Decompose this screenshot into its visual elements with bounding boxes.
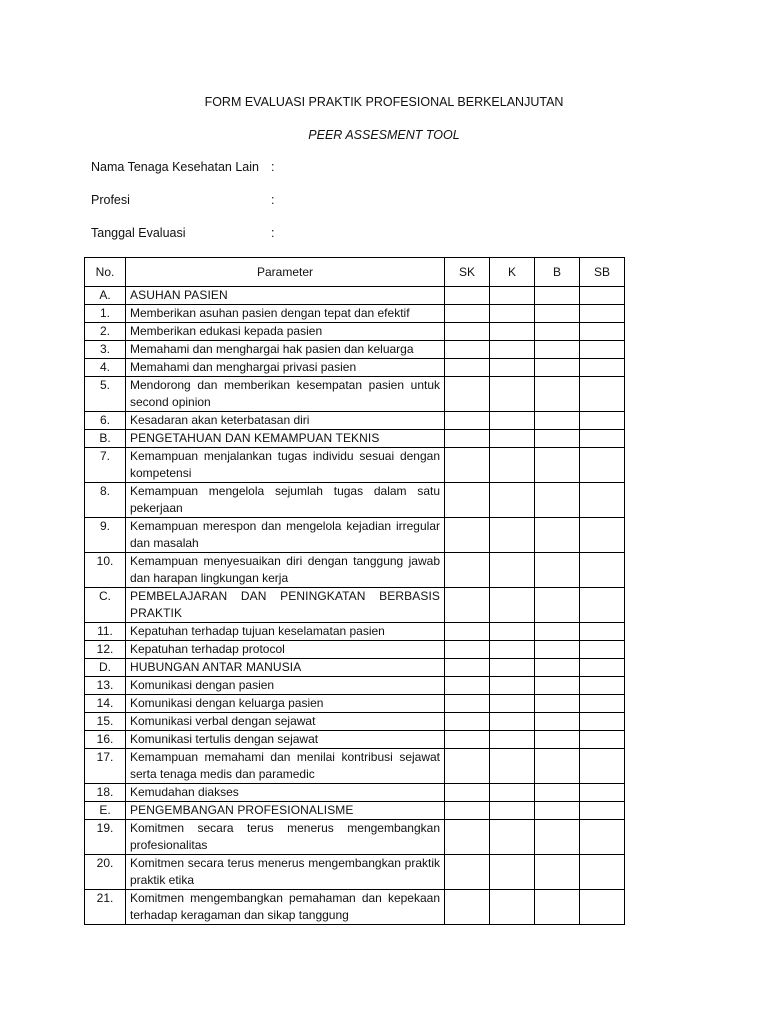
row-number: E. [85, 802, 126, 820]
row-number: 15. [85, 713, 126, 731]
score-cell-k[interactable] [490, 323, 535, 341]
score-cell-b[interactable] [535, 341, 580, 359]
section-row [85, 430, 625, 448]
section-title: PEMBELAJARAN DAN PENINGKATAN BERBASIS PRAKTIK [126, 588, 445, 623]
score-cell-sk[interactable] [445, 341, 490, 359]
score-cell-sb[interactable] [580, 890, 625, 925]
score-cell-sk[interactable] [445, 448, 490, 483]
score-cell-sb[interactable] [580, 784, 625, 802]
score-cell-k [490, 588, 535, 623]
score-cell-k[interactable] [490, 359, 535, 377]
score-cell-sb[interactable] [580, 695, 625, 713]
score-cell-k[interactable] [490, 820, 535, 855]
field-colon: : [271, 160, 275, 174]
table-row [85, 641, 625, 659]
parameter-cell: Kemudahan diakses [126, 784, 445, 802]
score-cell-b [535, 802, 580, 820]
score-cell-k [490, 287, 535, 305]
row-number: 1. [85, 305, 126, 323]
score-cell-k [490, 430, 535, 448]
score-cell-sk[interactable] [445, 731, 490, 749]
parameter-cell: Kepatuhan terhadap protocol [126, 641, 445, 659]
score-cell-sk [445, 802, 490, 820]
table-row [85, 820, 625, 855]
score-cell-b[interactable] [535, 483, 580, 518]
score-cell-k[interactable] [490, 677, 535, 695]
row-number: 21. [85, 890, 126, 925]
score-cell-k[interactable] [490, 341, 535, 359]
table-row [85, 305, 625, 323]
score-cell-b[interactable] [535, 641, 580, 659]
row-number: B. [85, 430, 126, 448]
row-number: 7. [85, 448, 126, 483]
table-row [85, 377, 625, 412]
score-cell-sk[interactable] [445, 713, 490, 731]
score-cell-b[interactable] [535, 305, 580, 323]
score-cell-sb [580, 802, 625, 820]
parameter-cell: Kemampuan merespon dan mengelola kejadian irregular dan masalah [126, 518, 445, 553]
table-row [85, 341, 625, 359]
table-row [85, 448, 625, 483]
row-number: 9. [85, 518, 126, 553]
score-cell-sb[interactable] [580, 359, 625, 377]
score-cell-sk[interactable] [445, 359, 490, 377]
row-number: 12. [85, 641, 126, 659]
score-cell-k[interactable] [490, 518, 535, 553]
table-row [85, 695, 625, 713]
score-cell-sb[interactable] [580, 731, 625, 749]
parameter-cell: Mendorong dan memberikan kesempatan pasien untuk second opinion [126, 377, 445, 412]
field-label: Nama Tenaga Kesehatan Lain [91, 160, 259, 174]
score-cell-b[interactable] [535, 713, 580, 731]
parameter-cell: Komunikasi tertulis dengan sejawat [126, 731, 445, 749]
score-cell-sk[interactable] [445, 890, 490, 925]
score-cell-sk[interactable] [445, 323, 490, 341]
score-cell-b[interactable] [535, 323, 580, 341]
parameter-cell: Komitmen secara terus menerus mengembangkan profesionalitas [126, 820, 445, 855]
score-cell-sb[interactable] [580, 641, 625, 659]
score-cell-sk [445, 588, 490, 623]
table-row [85, 890, 625, 925]
table-row [85, 749, 625, 784]
parameter-cell: Memberikan asuhan pasien dengan tepat dan efektif [126, 305, 445, 323]
field-profesi [91, 193, 281, 207]
score-cell-sb[interactable] [580, 855, 625, 890]
form-subtitle: PEER ASSESMENT TOOL [308, 128, 460, 142]
score-cell-b[interactable] [535, 412, 580, 430]
table-row [85, 518, 625, 553]
row-number: 17. [85, 749, 126, 784]
score-cell-b[interactable] [535, 695, 580, 713]
score-cell-b [535, 287, 580, 305]
row-number: 4. [85, 359, 126, 377]
table-row [85, 553, 625, 588]
score-cell-k[interactable] [490, 641, 535, 659]
score-cell-b[interactable] [535, 553, 580, 588]
score-cell-sk [445, 430, 490, 448]
table-row [85, 623, 625, 641]
row-number: 14. [85, 695, 126, 713]
table-body [85, 287, 625, 925]
parameter-cell: Kemampuan menyesuaikan diri dengan tanggung jawab dan harapan lingkungan kerja [126, 553, 445, 588]
score-cell-b[interactable] [535, 784, 580, 802]
table-row [85, 784, 625, 802]
score-cell-sb[interactable] [580, 377, 625, 412]
score-cell-b [535, 430, 580, 448]
header-parameter: Parameter [126, 258, 445, 287]
score-cell-k[interactable] [490, 623, 535, 641]
score-cell-sb[interactable] [580, 518, 625, 553]
header-k: K [490, 258, 535, 287]
score-cell-sk [445, 287, 490, 305]
table-row [85, 677, 625, 695]
row-number: 11. [85, 623, 126, 641]
field-colon: : [271, 226, 275, 240]
score-cell-k[interactable] [490, 855, 535, 890]
section-title: PENGEMBANGAN PROFESIONALISME [126, 802, 445, 820]
score-cell-sk [445, 659, 490, 677]
field-label: Tanggal Evaluasi [91, 226, 186, 240]
row-number: 3. [85, 341, 126, 359]
score-cell-sk[interactable] [445, 553, 490, 588]
header-sb: SB [580, 258, 625, 287]
score-cell-k[interactable] [490, 305, 535, 323]
score-cell-b[interactable] [535, 623, 580, 641]
row-number: 19. [85, 820, 126, 855]
section-row [85, 287, 625, 305]
row-number: 5. [85, 377, 126, 412]
score-cell-sb [580, 588, 625, 623]
table-row [85, 731, 625, 749]
score-cell-k[interactable] [490, 890, 535, 925]
score-cell-b[interactable] [535, 359, 580, 377]
score-cell-sk[interactable] [445, 820, 490, 855]
table-row [85, 855, 625, 890]
score-cell-k[interactable] [490, 695, 535, 713]
evaluation-table [84, 257, 625, 925]
parameter-cell: Memberikan edukasi kepada pasien [126, 323, 445, 341]
parameter-cell: Memahami dan menghargai privasi pasien [126, 359, 445, 377]
section-row [85, 802, 625, 820]
score-cell-k[interactable] [490, 713, 535, 731]
parameter-cell: Komitmen mengembangkan pemahaman dan kepekaan terhadap keragaman dan sikap tanggung [126, 890, 445, 925]
score-cell-sk[interactable] [445, 749, 490, 784]
field-colon: : [271, 193, 275, 207]
field-tanggal [91, 226, 281, 240]
section-row [85, 659, 625, 677]
table-row [85, 713, 625, 731]
table-row [85, 412, 625, 430]
header-no: No. [85, 258, 126, 287]
row-number: 2. [85, 323, 126, 341]
score-cell-b[interactable] [535, 855, 580, 890]
score-cell-sk[interactable] [445, 623, 490, 641]
score-cell-b[interactable] [535, 677, 580, 695]
score-cell-sb[interactable] [580, 623, 625, 641]
section-title: PENGETAHUAN DAN KEMAMPUAN TEKNIS [126, 430, 445, 448]
score-cell-sb[interactable] [580, 323, 625, 341]
score-cell-sb[interactable] [580, 412, 625, 430]
score-cell-sk[interactable] [445, 518, 490, 553]
parameter-cell: Kemampuan menjalankan tugas individu sesuai dengan kompetensi [126, 448, 445, 483]
row-number: 8. [85, 483, 126, 518]
row-number: 18. [85, 784, 126, 802]
section-row [85, 588, 625, 623]
section-title: HUBUNGAN ANTAR MANUSIA [126, 659, 445, 677]
parameter-cell: Komunikasi dengan pasien [126, 677, 445, 695]
row-number: C. [85, 588, 126, 623]
score-cell-k[interactable] [490, 784, 535, 802]
header-b: B [535, 258, 580, 287]
score-cell-sb[interactable] [580, 677, 625, 695]
row-number: D. [85, 659, 126, 677]
score-cell-k[interactable] [490, 412, 535, 430]
score-cell-sb[interactable] [580, 749, 625, 784]
score-cell-k[interactable] [490, 448, 535, 483]
score-cell-sk[interactable] [445, 677, 490, 695]
score-cell-k [490, 802, 535, 820]
field-label: Profesi [91, 193, 130, 207]
score-cell-sb [580, 287, 625, 305]
score-cell-b[interactable] [535, 731, 580, 749]
field-nama [91, 160, 281, 174]
parameter-cell: Kemampuan memahami dan menilai kontribusi sejawat serta tenaga medis dan paramedic [126, 749, 445, 784]
score-cell-b[interactable] [535, 377, 580, 412]
parameter-cell: Komunikasi dengan keluarga pasien [126, 695, 445, 713]
score-cell-sk[interactable] [445, 855, 490, 890]
score-cell-b[interactable] [535, 518, 580, 553]
table-row [85, 483, 625, 518]
form-title: FORM EVALUASI PRAKTIK PROFESIONAL BERKELANJUTAN [204, 95, 564, 109]
score-cell-sk[interactable] [445, 483, 490, 518]
table-header-row [85, 258, 625, 287]
score-cell-b [535, 588, 580, 623]
table-row [85, 359, 625, 377]
score-cell-sb[interactable] [580, 483, 625, 518]
score-cell-sb[interactable] [580, 553, 625, 588]
parameter-cell: Kemampuan mengelola sejumlah tugas dalam satu pekerjaan [126, 483, 445, 518]
score-cell-k[interactable] [490, 483, 535, 518]
parameter-cell: Komitmen secara terus menerus mengembangkan praktik praktik etika [126, 855, 445, 890]
score-cell-sb[interactable] [580, 305, 625, 323]
row-number: 20. [85, 855, 126, 890]
score-cell-k [490, 659, 535, 677]
parameter-cell: Komunikasi verbal dengan sejawat [126, 713, 445, 731]
header-sk: SK [445, 258, 490, 287]
parameter-cell: Memahami dan menghargai hak pasien dan keluarga [126, 341, 445, 359]
score-cell-sb[interactable] [580, 713, 625, 731]
score-cell-b[interactable] [535, 448, 580, 483]
score-cell-sk[interactable] [445, 641, 490, 659]
row-number: 13. [85, 677, 126, 695]
score-cell-sb [580, 430, 625, 448]
table-row [85, 323, 625, 341]
score-cell-b[interactable] [535, 749, 580, 784]
score-cell-k[interactable] [490, 731, 535, 749]
score-cell-b[interactable] [535, 890, 580, 925]
row-number: 16. [85, 731, 126, 749]
section-title: ASUHAN PASIEN [126, 287, 445, 305]
row-number: 10. [85, 553, 126, 588]
score-cell-sb[interactable] [580, 820, 625, 855]
score-cell-k[interactable] [490, 749, 535, 784]
row-number: A. [85, 287, 126, 305]
score-cell-sb[interactable] [580, 341, 625, 359]
score-cell-sk[interactable] [445, 412, 490, 430]
score-cell-sk[interactable] [445, 305, 490, 323]
score-cell-sb[interactable] [580, 448, 625, 483]
score-cell-k[interactable] [490, 377, 535, 412]
row-number: 6. [85, 412, 126, 430]
score-cell-b [535, 659, 580, 677]
score-cell-sb [580, 659, 625, 677]
score-cell-sk[interactable] [445, 784, 490, 802]
parameter-cell: Kepatuhan terhadap tujuan keselamatan pasien [126, 623, 445, 641]
parameter-cell: Kesadaran akan keterbatasan diri [126, 412, 445, 430]
score-cell-sk[interactable] [445, 377, 490, 412]
score-cell-sk[interactable] [445, 695, 490, 713]
score-cell-b[interactable] [535, 820, 580, 855]
score-cell-k[interactable] [490, 553, 535, 588]
